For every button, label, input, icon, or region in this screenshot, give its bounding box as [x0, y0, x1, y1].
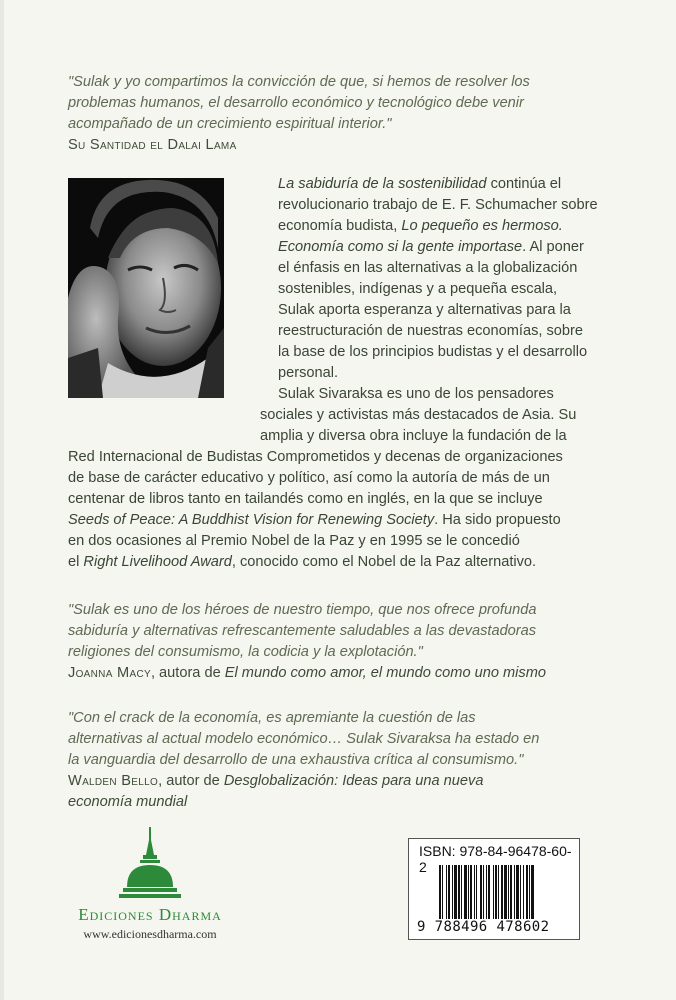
- paragraph-line: [278, 237, 610, 258]
- quote-line: religiones del consumismo, la codicia y la explotación.": [68, 644, 423, 660]
- quote-author-walden-bello: [68, 771, 628, 813]
- paragraph-line: [68, 510, 616, 531]
- author-role: , autora de: [150, 665, 225, 681]
- stupa-icon: [115, 825, 185, 903]
- barcode-bar: [461, 865, 462, 919]
- quote-author-joanna-macy: [68, 663, 628, 684]
- barcode-bar: [448, 865, 450, 919]
- barcode-bar: [464, 865, 467, 919]
- paragraph-line: [68, 489, 616, 510]
- quote-line: acompañado de un crecimiento espiritual interior.": [68, 116, 392, 132]
- text-run: , conocido como el Nobel de la Paz alternativo.: [231, 554, 537, 570]
- barcode-bar: [486, 865, 487, 919]
- text-run: en dos ocasiones al Premio Nobel de la Paz y en 1995 se le concedió: [68, 533, 520, 549]
- author-work: El mundo como amor, el mundo como uno mismo: [224, 665, 546, 681]
- italic-title: Economía como si la gente importase: [278, 239, 523, 255]
- barcode-bar: [520, 865, 521, 919]
- text-run: la base de los principios budistas y el desarrollo: [278, 344, 588, 360]
- barcode-bar: [483, 865, 484, 919]
- publisher-url[interactable]: www.edicionesdharma.com: [83, 927, 217, 941]
- barcode-bar: [488, 865, 490, 919]
- text-run: reestructuración de nuestras economías, sobre: [278, 323, 584, 339]
- barcode-bar: [498, 865, 499, 919]
- text-run: . Al poner: [522, 239, 584, 255]
- barcode-bar: [468, 865, 469, 919]
- text-run: Red Internacional de Budistas Comprometidos y decenas de organizaciones: [68, 449, 563, 465]
- isbn-label: ISBN: 978-84-96478-60-2: [419, 843, 572, 875]
- quote-line: problemas humanos, el desarrollo económico y tecnológico debe venir: [68, 95, 524, 111]
- author-photo: [68, 178, 224, 398]
- italic-title: Right Livelihood Award: [83, 554, 232, 570]
- barcode-bar: [504, 865, 507, 919]
- bio-side-paragraph: [260, 384, 612, 447]
- text-run: el énfasis en las alternativas a la globalización: [278, 260, 578, 276]
- text-run: . Ha sido propuesto: [434, 512, 561, 528]
- quote-author-dalai-lama: Su Santidad el Dalai Lama: [68, 137, 237, 153]
- paragraph-line: [278, 279, 610, 300]
- barcode-bar: [510, 865, 512, 919]
- barcode-bar: [470, 865, 472, 919]
- author-name: Joanna Macy: [68, 665, 151, 681]
- quote-walden-bello: [68, 708, 618, 771]
- barcode-bar: [442, 865, 443, 919]
- barcode-bar: [529, 865, 530, 919]
- italic-title: Seeds of Peace: A Buddhist Vision for Renewing Society: [68, 512, 435, 528]
- author-name: Walden Bello: [68, 773, 159, 789]
- text-run: el: [68, 554, 84, 570]
- barcode-bar: [439, 865, 441, 919]
- barcode-bar: [526, 865, 528, 919]
- quote-line: "Sulak es uno de los héroes de nuestro tiempo, que nos ofrece profunda: [68, 602, 537, 618]
- paragraph-line: [68, 468, 616, 489]
- barcode-bar: [508, 865, 509, 919]
- quote-line: la vanguardia del desarrollo de una exhaustiva crítica al consumismo.": [68, 752, 524, 768]
- text-run: economía budista,: [278, 218, 402, 234]
- text-run: personal.: [278, 365, 339, 381]
- text-run: sostenibles, indígenas y a pequeña escala,: [278, 281, 558, 297]
- barcode-bar: [531, 865, 534, 919]
- paragraph-line: [68, 552, 616, 573]
- barcode-bar: [476, 865, 477, 919]
- paragraph-line: [68, 447, 616, 468]
- quote-line: "Sulak y yo compartimos la convicción de que, si hemos de resolver los: [68, 74, 530, 90]
- quote-line: alternativas al actual modelo económico… Sulak Sivaraksa ha estado en: [68, 731, 540, 747]
- bio-line: amplia y diversa obra incluye la fundación de la: [260, 428, 567, 444]
- paragraph-line: [68, 531, 616, 552]
- barcode-bar: [452, 865, 453, 919]
- barcode-bar: [454, 865, 457, 919]
- text-run: centenar de libros tanto en tailandés como en inglés, en la que se incluye: [68, 491, 543, 507]
- text-run: de base de carácter educativo y político, así como la autoría de más de un: [68, 470, 550, 486]
- paragraph-line: [278, 321, 610, 342]
- paragraph-line: [278, 363, 610, 384]
- italic-title: Lo pequeño es hermoso.: [401, 218, 563, 234]
- barcode-bar: [480, 865, 482, 919]
- italic-title: La sabiduría de la sostenibilidad: [278, 176, 487, 192]
- text-run: continúa el: [486, 176, 562, 192]
- barcode-bars: [439, 865, 579, 919]
- barcode-bar: [446, 865, 447, 919]
- publisher-name: Ediciones Dharma: [78, 905, 222, 924]
- quote-dalai-lama: [68, 72, 618, 135]
- paragraph-line: [278, 216, 610, 237]
- paragraph-line: [278, 300, 610, 321]
- barcode-bar: [474, 865, 475, 919]
- barcode-bar: [501, 865, 503, 919]
- author-work-continued: economía mundial: [68, 794, 188, 810]
- paragraph-line: [278, 174, 610, 195]
- barcode-bar: [514, 865, 515, 919]
- barcode-bar: [523, 865, 524, 919]
- author-work: Desglobalización: Ideas para una nueva: [223, 773, 484, 789]
- barcode-bar: [495, 865, 497, 919]
- barcode-bar: [516, 865, 519, 919]
- text-run: Sulak aporta esperanza y alternativas para la: [278, 302, 571, 318]
- text-run: revolucionario trabajo de E. F. Schumacher sobre: [278, 197, 598, 213]
- quote-line: "Con el crack de la economía, es apremiante la cuestión de las: [68, 710, 476, 726]
- quote-joanna-macy: [68, 600, 618, 663]
- barcode-bar: [458, 865, 460, 919]
- barcode-bar: [493, 865, 494, 919]
- isbn-barcode: [408, 838, 580, 940]
- main-paragraph: [278, 174, 610, 384]
- quote-line: sabiduría y alternativas refrescantemente saludables a las devastadoras: [68, 623, 537, 639]
- paragraph-line: [278, 258, 610, 279]
- barcode-digits: 9 788496 478602: [417, 919, 550, 935]
- bio-line: sociales y activistas más destacados de Asia. Su: [260, 407, 577, 423]
- bio-full-paragraph: [68, 447, 616, 573]
- author-role: , autor de: [158, 773, 224, 789]
- page-edge: [0, 0, 4, 1000]
- bio-line: Sulak Sivaraksa es uno de los pensadores: [278, 386, 554, 402]
- paragraph-line: [278, 342, 610, 363]
- paragraph-line: [278, 195, 610, 216]
- publisher-logo: [66, 825, 234, 945]
